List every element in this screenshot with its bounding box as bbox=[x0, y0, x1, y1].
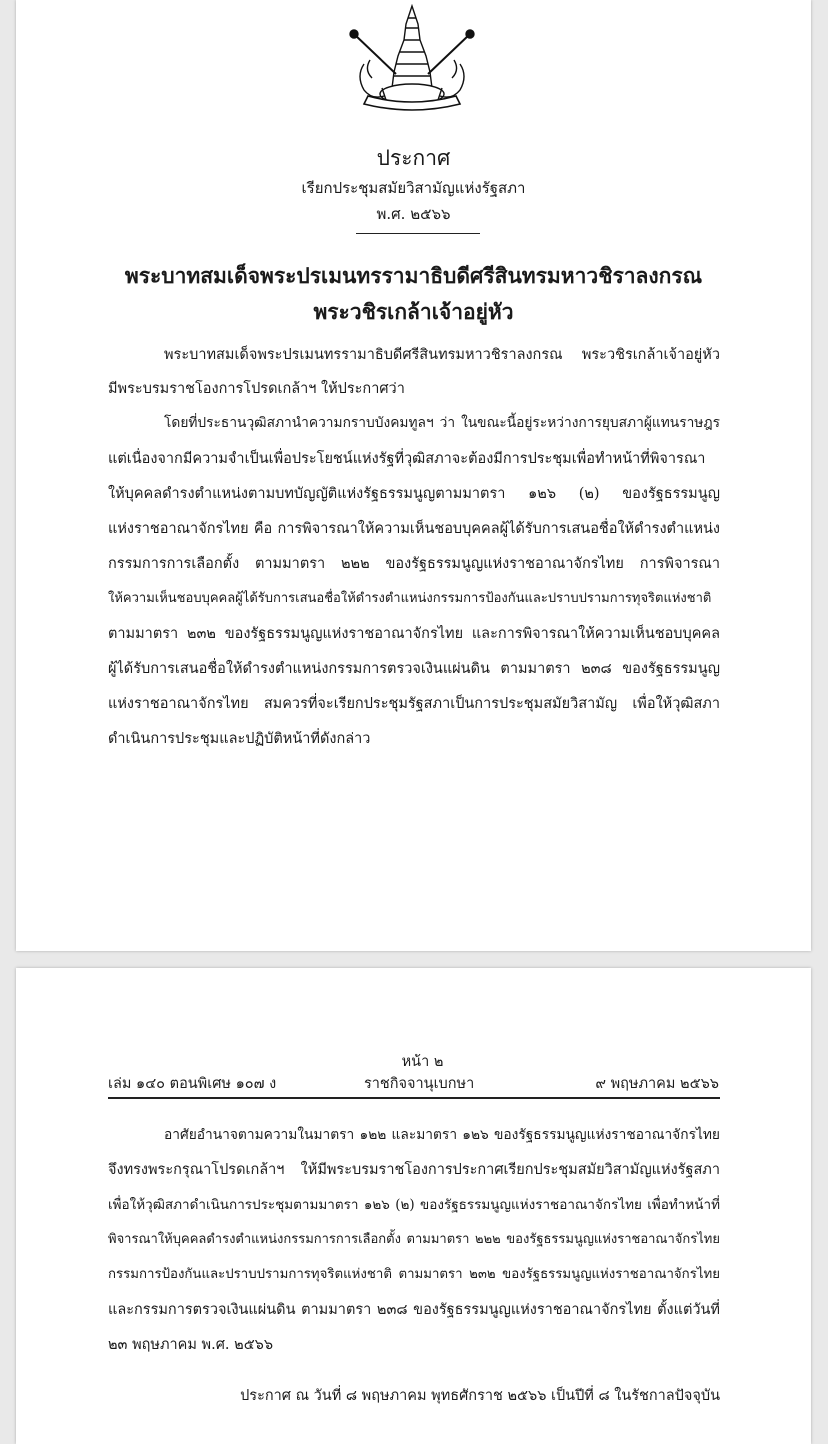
gazette-date: ๙ พฤษภาคม ๒๕๖๖ bbox=[595, 1076, 719, 1092]
paragraph-line: เพื่อให้วุฒิสภาดำเนินการประชุมตามมาตรา ๑๒๖ (๒) ของรัฐธรรมนูญแห่งราชอาณาจักรไทย เพื่อทำหน้าที่ bbox=[108, 1197, 720, 1213]
document-page-1 bbox=[16, 0, 811, 951]
paragraph-line: ผู้ได้รับการเสนอชื่อให้ดำรงตำแหน่งกรรมการตรวจเงินแผ่นดิน ตามมาตรา ๒๓๘ ของรัฐธรรมนูญ bbox=[108, 661, 720, 677]
paragraph-line: พิจารณาให้บุคคลดำรงตำแหน่งกรรมการการเลือกตั้ง ตามมาตรา ๒๒๒ ของรัฐธรรมนูญแห่งราชอาณาจักรไทย bbox=[108, 1232, 720, 1247]
paragraph-line: กรรมการการเลือกตั้ง ตามมาตรา ๒๒๒ ของรัฐธรรมนูญแห่งราชอาณาจักรไทย การพิจารณา bbox=[108, 556, 720, 572]
document-page-2 bbox=[16, 968, 811, 1444]
paragraph-line: แห่งราชอาณาจักรไทย สมควรที่จะเรียกประชุมรัฐสภาเป็นการประชุมสมัยวิสามัญ เพื่อให้วุฒิสภา bbox=[108, 696, 720, 712]
paragraph-line: มีพระบรมราชโองการโปรดเกล้าฯ ให้ประกาศว่า bbox=[108, 381, 405, 397]
paragraph-line: แต่เนื่องจากมีความจำเป็นเพื่อประโยชน์แห่งรัฐที่วุฒิสภาจะต้องมีการประชุมเพื่อทำหน้าที่พิจารณา bbox=[108, 451, 706, 467]
king-name-line-1: พระบาทสมเด็จพระปรเมนทรรามาธิบดีศรีสินทรมหาวชิราลงกรณ bbox=[124, 263, 703, 288]
paragraph-line: ดำเนินการประชุมและปฏิบัติหน้าที่ดังกล่าว bbox=[108, 731, 371, 747]
signoff-line: ประกาศ ณ วันที่ ๘ พฤษภาคม พุทธศักราช ๒๕๖๖ เป็นปีที่ ๘ ในรัชกาลปัจจุบัน bbox=[240, 1388, 720, 1404]
page-number: หน้า ๒ bbox=[401, 1054, 444, 1070]
header-divider bbox=[108, 1097, 720, 1099]
gazette-volume: เล่ม ๑๔๐ ตอนพิเศษ ๑๐๗ ง bbox=[108, 1076, 277, 1092]
gazette-name: ราชกิจจานุเบกษา bbox=[364, 1076, 475, 1092]
title-divider bbox=[356, 233, 480, 234]
paragraph-line: จึงทรงพระกรุณาโปรดเกล้าฯ ให้มีพระบรมราชโองการประกาศเรียกประชุมสมัยวิสามัญแห่งรัฐสภา bbox=[108, 1162, 720, 1178]
king-name-line-2: พระวชิรเกล้าเจ้าอยู่หัว bbox=[313, 299, 514, 324]
royal-emblem-icon bbox=[334, 4, 490, 116]
paragraph-line: ตามมาตรา ๒๓๒ ของรัฐธรรมนูญแห่งราชอาณาจักรไทย และการพิจารณาให้ความเห็นชอบบุคคล bbox=[108, 626, 720, 642]
paragraph-line: และกรรมการตรวจเงินแผ่นดิน ตามมาตรา ๒๓๘ ของรัฐธรรมนูญแห่งราชอาณาจักรไทย ตั้งแต่วันที่ bbox=[108, 1302, 720, 1318]
paragraph-line: ให้ความเห็นชอบบุคคลผู้ได้รับการเสนอชื่อให้ดำรงตำแหน่งกรรมการป้องกันและปราบปรามการทุจริตแห่งชาติ bbox=[108, 591, 712, 606]
paragraph-line: ให้บุคคลดำรงตำแหน่งตามบทบัญญัติแห่งรัฐธรรมนูญตามมาตรา ๑๒๖ (๒) ของรัฐธรรมนูญ bbox=[108, 486, 720, 502]
paragraph-line: พระบาทสมเด็จพระปรเมนทรรามาธิบดีศรีสินทรมหาวชิราลงกรณ พระวชิรเกล้าเจ้าอยู่หัว bbox=[164, 347, 720, 363]
paragraph-line: โดยที่ประธานวุฒิสภานำความกราบบังคมทูลฯ ว่า ในขณะนี้อยู่ระหว่างการยุบสภาผู้แทนราษฎร bbox=[164, 415, 720, 431]
paragraph-line: แห่งราชอาณาจักรไทย คือ การพิจารณาให้ความเห็นชอบบุคคลผู้ได้รับการเสนอชื่อให้ดำรงตำแหน่ง bbox=[108, 521, 720, 537]
announcement-title: ประกาศ bbox=[376, 146, 451, 170]
announcement-year: พ.ศ. ๒๕๖๖ bbox=[376, 205, 451, 223]
announcement-subtitle: เรียกประชุมสมัยวิสามัญแห่งรัฐสภา bbox=[301, 179, 526, 197]
paragraph-line: กรรมการป้องกันและปราบปรามการทุจริตแห่งชาติ ตามมาตรา ๒๓๒ ของรัฐธรรมนูญแห่งราชอาณาจักรไทย bbox=[108, 1267, 720, 1282]
paragraph-line: อาศัยอำนาจตามความในมาตรา ๑๒๒ และมาตรา ๑๒๖ ของรัฐธรรมนูญแห่งราชอาณาจักรไทย bbox=[164, 1127, 720, 1143]
paragraph-line: ๒๓ พฤษภาคม พ.ศ. ๒๕๖๖ bbox=[108, 1337, 274, 1353]
